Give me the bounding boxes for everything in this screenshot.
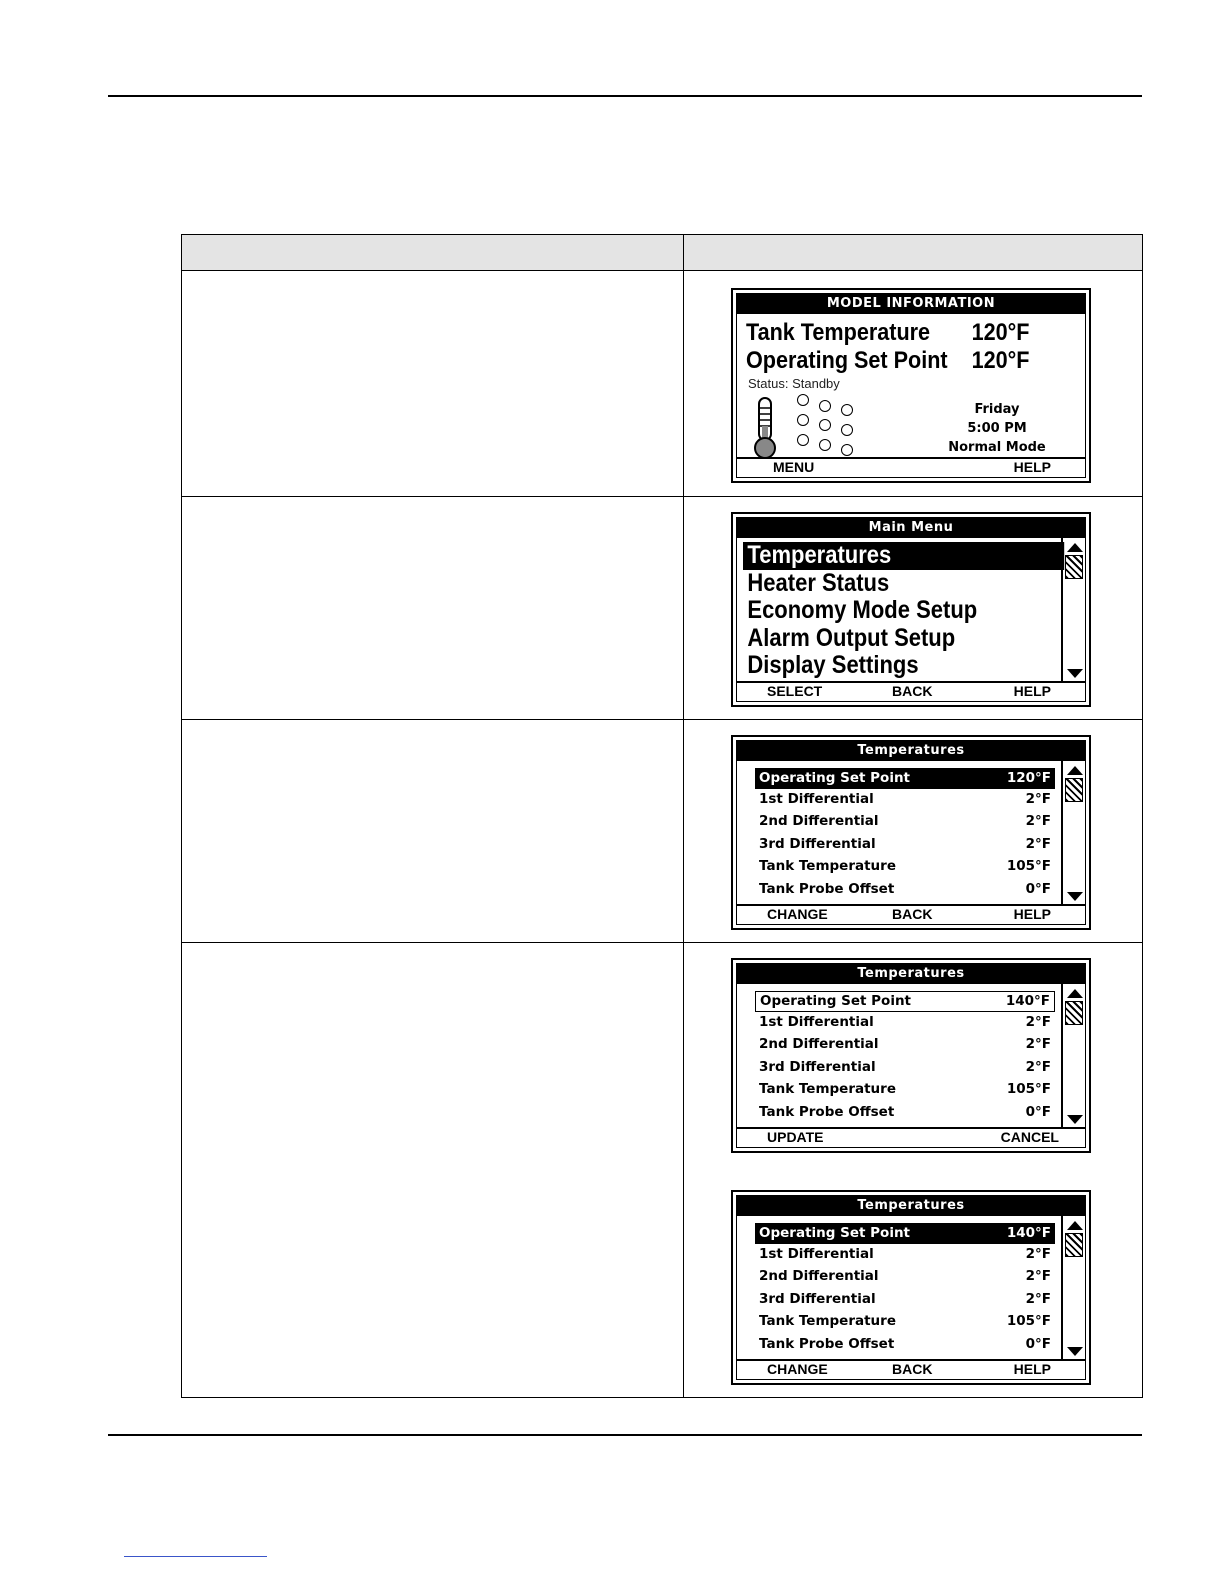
list-item[interactable] — [755, 1334, 1055, 1356]
list-item[interactable] — [755, 1102, 1055, 1124]
table-row — [182, 271, 1143, 497]
procedure-table — [181, 234, 1143, 1398]
display-cell — [684, 497, 1143, 720]
select-softkey[interactable]: SELECT — [767, 683, 823, 699]
list-item[interactable] — [755, 1311, 1055, 1333]
item-value: 0°F — [1025, 880, 1051, 897]
item-label: 3rd Differential — [759, 835, 876, 852]
scroll-down-arrow-icon[interactable] — [1067, 1347, 1083, 1356]
setpoint-value: 120°F — [971, 347, 1030, 374]
list-item[interactable] — [755, 1289, 1055, 1311]
table-header-row — [182, 235, 1143, 271]
item-label: Tank Probe Offset — [759, 1335, 895, 1352]
item-value: 2°F — [1025, 1290, 1051, 1307]
scroll-thumb[interactable] — [1065, 1233, 1083, 1257]
lcd-title: Main Menu — [737, 518, 1085, 538]
list-item[interactable] — [755, 834, 1055, 856]
mode-text: Normal Mode — [948, 440, 1046, 455]
back-softkey[interactable]: BACK — [892, 1361, 933, 1377]
item-value: 2°F — [1025, 813, 1051, 830]
scroll-up-arrow-icon[interactable] — [1067, 989, 1083, 998]
cancel-softkey[interactable]: CANCEL — [1000, 1129, 1059, 1145]
item-value: 2°F — [1025, 1036, 1051, 1053]
scrollbar[interactable] — [1061, 984, 1085, 1127]
item-label: Operating Set Point — [759, 770, 911, 786]
setpoint-label: Operating Set Point — [746, 347, 948, 374]
scroll-thumb[interactable] — [1065, 555, 1083, 579]
footer-link-underline[interactable] — [124, 1556, 267, 1557]
item-label: 1st Differential — [759, 791, 874, 807]
table-row — [182, 497, 1143, 720]
lcd-title: Temperatures — [737, 1196, 1085, 1216]
menu-item-economy-mode-setup[interactable]: Economy Mode Setup — [747, 596, 978, 624]
help-softkey[interactable]: HELP — [1013, 459, 1051, 475]
item-label: Tank Temperature — [759, 858, 896, 875]
lcd-title: MODEL INFORMATION — [737, 294, 1085, 314]
list-item[interactable] — [755, 789, 1055, 811]
softkey-bar — [737, 1127, 1085, 1147]
list-item[interactable] — [755, 1057, 1055, 1079]
display-cell — [684, 943, 1143, 1398]
item-label: 2nd Differential — [759, 813, 879, 830]
scroll-thumb[interactable] — [1065, 778, 1083, 802]
item-label: Tank Probe Offset — [759, 880, 895, 897]
burner-dots-icon — [797, 394, 867, 464]
list-item[interactable] — [755, 1034, 1055, 1056]
scroll-down-arrow-icon[interactable] — [1067, 669, 1083, 678]
scrollbar[interactable] — [1061, 761, 1085, 904]
update-softkey[interactable]: UPDATE — [767, 1129, 824, 1145]
help-softkey[interactable]: HELP — [1013, 1361, 1051, 1377]
item-label: 3rd Differential — [759, 1058, 876, 1075]
item-label: Tank Probe Offset — [759, 1103, 895, 1120]
item-value: 2°F — [1025, 791, 1051, 807]
thermometer-icon — [751, 396, 779, 460]
list-item[interactable] — [755, 856, 1055, 878]
softkey-bar — [737, 457, 1085, 477]
list-item[interactable] — [755, 811, 1055, 833]
list-item[interactable] — [755, 1079, 1055, 1101]
item-label: 2nd Differential — [759, 1268, 879, 1285]
help-softkey[interactable]: HELP — [1013, 683, 1051, 699]
menu-softkey[interactable]: MENU — [773, 459, 815, 475]
item-value: 140°F — [1005, 993, 1050, 1009]
lcd-main-menu-screen — [731, 512, 1091, 707]
list-item[interactable] — [755, 1012, 1055, 1034]
footer-rule — [108, 1434, 1142, 1436]
change-softkey[interactable]: CHANGE — [767, 1361, 828, 1377]
item-label: Operating Set Point — [759, 1225, 911, 1241]
lcd-title: Temperatures — [737, 741, 1085, 761]
menu-item-heater-status[interactable]: Heater Status — [747, 568, 890, 597]
item-value: 2°F — [1025, 1268, 1051, 1285]
lcd-temperatures-updated-screen — [731, 1190, 1091, 1385]
lcd-temperatures-screen — [731, 735, 1091, 930]
change-softkey[interactable]: CHANGE — [767, 906, 828, 922]
status-text: Status: Standby — [748, 376, 840, 391]
header-cell-steps — [182, 235, 684, 271]
menu-item-alarm-output-setup[interactable]: Alarm Output Setup — [747, 623, 956, 652]
item-value: 0°F — [1025, 1335, 1051, 1352]
item-value: 120°F — [1006, 770, 1051, 786]
item-label: 1st Differential — [759, 1014, 874, 1030]
lcd-title: Temperatures — [737, 964, 1085, 984]
steps-cell — [182, 943, 684, 1398]
list-item[interactable] — [755, 768, 1055, 789]
item-value: 2°F — [1025, 1246, 1051, 1262]
scroll-thumb[interactable] — [1065, 1001, 1083, 1025]
scroll-down-arrow-icon[interactable] — [1067, 1115, 1083, 1124]
item-value: 2°F — [1025, 1058, 1051, 1075]
softkey-bar — [737, 1359, 1085, 1379]
softkey-bar — [737, 681, 1085, 701]
scrollbar[interactable] — [1061, 538, 1085, 681]
header-rule — [108, 95, 1142, 97]
table-row — [182, 720, 1143, 943]
softkey-bar — [737, 904, 1085, 924]
help-softkey[interactable]: HELP — [1013, 906, 1051, 922]
list-item[interactable] — [755, 1266, 1055, 1288]
item-value: 105°F — [1006, 1081, 1051, 1098]
display-cell — [684, 271, 1143, 497]
list-item-editing[interactable] — [755, 991, 1055, 1012]
back-softkey[interactable]: BACK — [892, 683, 933, 699]
day-text: Friday — [974, 402, 1020, 417]
item-label: Tank Temperature — [759, 1081, 896, 1098]
item-value: 2°F — [1025, 835, 1051, 852]
item-label: 2nd Differential — [759, 1036, 879, 1053]
display-cell — [684, 720, 1143, 943]
item-label: 1st Differential — [759, 1246, 874, 1262]
tank-temperature-value: 120°F — [971, 319, 1030, 346]
header-cell-display — [684, 235, 1143, 271]
menu-item-temperatures[interactable]: Temperatures — [743, 542, 1064, 570]
scrollbar[interactable] — [1061, 1216, 1085, 1359]
item-value: 105°F — [1006, 858, 1051, 875]
scroll-up-arrow-icon[interactable] — [1067, 543, 1083, 552]
back-softkey[interactable]: BACK — [892, 906, 933, 922]
item-value: 2°F — [1025, 1014, 1051, 1030]
item-label: Operating Set Point — [760, 993, 912, 1009]
item-value: 0°F — [1025, 1103, 1051, 1120]
item-value: 140°F — [1006, 1225, 1051, 1241]
table-row — [182, 943, 1143, 1398]
list-item[interactable] — [755, 1244, 1055, 1266]
list-item[interactable] — [755, 879, 1055, 901]
steps-cell — [182, 720, 684, 943]
lcd-home-screen — [731, 288, 1091, 483]
steps-cell — [182, 271, 684, 497]
menu-item-display-settings[interactable]: Display Settings — [747, 651, 919, 679]
item-label: 3rd Differential — [759, 1290, 876, 1307]
scroll-up-arrow-icon[interactable] — [1067, 1221, 1083, 1230]
steps-cell — [182, 497, 684, 720]
scroll-up-arrow-icon[interactable] — [1067, 766, 1083, 775]
list-item[interactable] — [755, 1223, 1055, 1244]
item-value: 105°F — [1006, 1313, 1051, 1330]
scroll-down-arrow-icon[interactable] — [1067, 892, 1083, 901]
lcd-temperatures-edit-screen — [731, 958, 1091, 1153]
tank-temperature-label: Tank Temperature — [746, 319, 931, 346]
item-label: Tank Temperature — [759, 1313, 896, 1330]
time-text: 5:00 PM — [967, 421, 1027, 436]
